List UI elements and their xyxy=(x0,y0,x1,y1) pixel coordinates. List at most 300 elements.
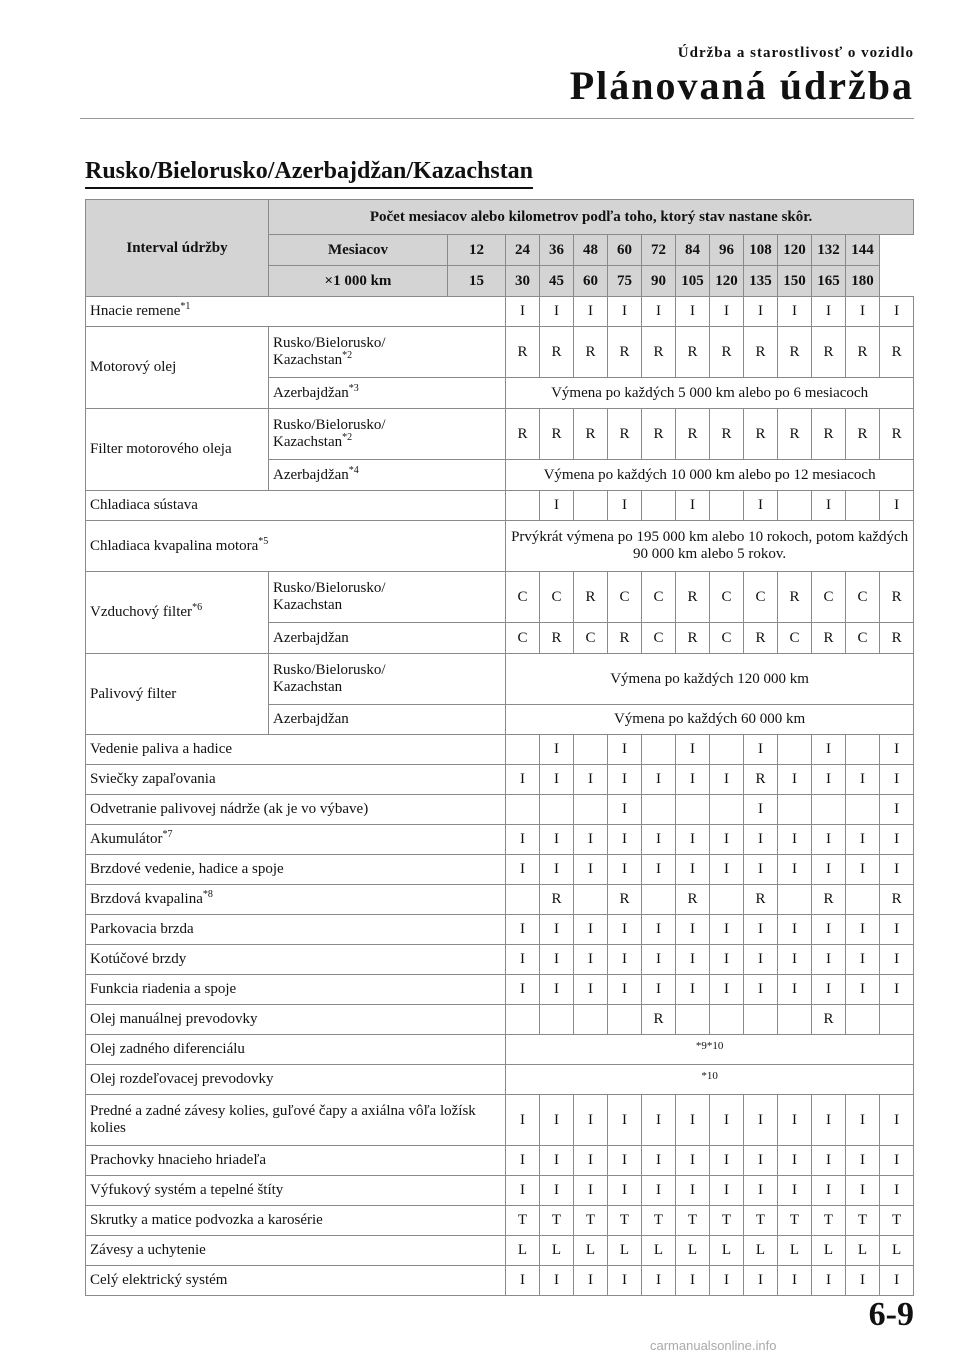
schedule-value-cell: I xyxy=(676,1176,710,1206)
schedule-value-cell: I xyxy=(608,795,642,825)
schedule-value-cell: I xyxy=(574,945,608,975)
schedule-value-cell: I xyxy=(540,915,574,945)
footnote-marker: *2 xyxy=(342,350,353,361)
schedule-value-cell: I xyxy=(540,1146,574,1176)
schedule-value-cell: C xyxy=(710,623,744,654)
schedule-value-cell: L xyxy=(846,1236,880,1266)
footnote-cell xyxy=(506,1065,914,1095)
schedule-value-cell: R xyxy=(540,409,574,460)
schedule-value-cell: I xyxy=(574,1095,608,1146)
schedule-value-cell xyxy=(846,491,880,521)
schedule-value-cell: L xyxy=(676,1236,710,1266)
schedule-value-cell xyxy=(506,491,540,521)
schedule-value-cell: T xyxy=(506,1206,540,1236)
item-label: Motorový olej xyxy=(86,327,269,409)
schedule-value-cell: I xyxy=(744,825,778,855)
schedule-value-cell: I xyxy=(506,975,540,1005)
schedule-value-cell: I xyxy=(812,825,846,855)
schedule-value-cell: I xyxy=(744,1266,778,1296)
schedule-value-cell: I xyxy=(676,855,710,885)
table-row-parking_brake xyxy=(86,915,914,945)
schedule-value-cell xyxy=(676,1005,710,1035)
schedule-value-cell: L xyxy=(812,1236,846,1266)
schedule-value-cell: I xyxy=(880,297,914,327)
interval-text: Výmena po každých 5 000 km alebo po 6 mesiacoch xyxy=(506,378,914,409)
schedule-value-cell: I xyxy=(846,825,880,855)
item-label: Chladiaca sústava xyxy=(86,491,506,521)
table-row-drive_belt xyxy=(86,297,914,327)
schedule-value-cell xyxy=(574,885,608,915)
schedule-value-cell: R xyxy=(608,885,642,915)
schedule-value-cell: R xyxy=(676,409,710,460)
schedule-value-cell: I xyxy=(880,735,914,765)
schedule-value-cell: R xyxy=(642,409,676,460)
months-value: 84 xyxy=(676,235,710,266)
months-value: 132 xyxy=(812,235,846,266)
schedule-value-cell xyxy=(710,885,744,915)
region-label: Azerbajdžan xyxy=(269,705,506,735)
table-row-brake_lines xyxy=(86,855,914,885)
schedule-value-cell xyxy=(574,735,608,765)
schedule-value-cell: I xyxy=(812,855,846,885)
schedule-value-cell: C xyxy=(710,572,744,623)
schedule-value-cell xyxy=(846,795,880,825)
schedule-value-cell: I xyxy=(778,297,812,327)
schedule-value-cell: I xyxy=(880,975,914,1005)
table-row-brake_fluid xyxy=(86,885,914,915)
table-row-coolant xyxy=(86,521,914,572)
schedule-value-cell: I xyxy=(506,1146,540,1176)
schedule-value-cell: I xyxy=(880,1146,914,1176)
schedule-value-cell xyxy=(506,795,540,825)
schedule-value-cell: I xyxy=(812,915,846,945)
schedule-value-cell: R xyxy=(676,327,710,378)
footnote-marker: *10 xyxy=(701,1069,718,1082)
schedule-value-cell: I xyxy=(710,1146,744,1176)
schedule-value-cell: I xyxy=(778,825,812,855)
schedule-value-cell: I xyxy=(778,915,812,945)
months-value: 24 xyxy=(506,235,540,266)
schedule-value-cell: I xyxy=(744,915,778,945)
item-label: Celý elektrický systém xyxy=(86,1266,506,1296)
item-label: Predné a zadné závesy kolies, guľové čapy a axiálna vôľa ložísk kolies xyxy=(86,1095,506,1146)
schedule-value-cell: I xyxy=(710,825,744,855)
schedule-value-cell: I xyxy=(608,1095,642,1146)
schedule-value-cell: I xyxy=(880,795,914,825)
schedule-value-cell: L xyxy=(880,1236,914,1266)
schedule-value-cell: I xyxy=(880,915,914,945)
table-row-boots xyxy=(86,1146,914,1176)
footnote-marker: *7 xyxy=(162,829,173,840)
schedule-value-cell: I xyxy=(540,735,574,765)
months-value: 48 xyxy=(574,235,608,266)
schedule-value-cell: I xyxy=(540,975,574,1005)
schedule-value-cell: C xyxy=(744,572,778,623)
schedule-value-cell: L xyxy=(608,1236,642,1266)
schedule-value-cell: R xyxy=(676,885,710,915)
km-value: 30 xyxy=(506,266,540,297)
schedule-value-cell: I xyxy=(642,945,676,975)
item-label: Olej zadného diferenciálu xyxy=(86,1035,506,1065)
schedule-value-cell: R xyxy=(608,327,642,378)
footnote-cell xyxy=(506,1035,914,1065)
schedule-value-cell: I xyxy=(608,765,642,795)
item-label: Palivový filter xyxy=(86,654,269,735)
schedule-value-cell: I xyxy=(778,855,812,885)
schedule-value-cell: R xyxy=(812,885,846,915)
schedule-value-cell: R xyxy=(540,623,574,654)
schedule-value-cell: I xyxy=(608,1176,642,1206)
region-label: Rusko/Bielorusko/ Kazachstan$^{*2}$ xyxy=(269,409,506,460)
schedule-value-cell: R xyxy=(846,327,880,378)
page-title: Plánovaná údržba xyxy=(569,63,914,108)
schedule-value-cell: I xyxy=(880,491,914,521)
footnote-marker: *4 xyxy=(348,464,359,476)
table-row-battery xyxy=(86,825,914,855)
schedule-value-cell xyxy=(744,1005,778,1035)
schedule-value-cell xyxy=(506,1005,540,1035)
schedule-value-cell: I xyxy=(710,1266,744,1296)
footnote-marker: *2 xyxy=(342,432,353,443)
schedule-value-cell: I xyxy=(846,1095,880,1146)
schedule-value-cell xyxy=(846,735,880,765)
table-row-suspension xyxy=(86,1095,914,1146)
schedule-value-cell: I xyxy=(846,1176,880,1206)
schedule-value-cell: I xyxy=(642,825,676,855)
schedule-value-cell xyxy=(812,795,846,825)
schedule-value-cell: I xyxy=(574,855,608,885)
footnote-marker: *8 xyxy=(202,889,213,900)
table-row-transfer xyxy=(86,1065,914,1095)
schedule-value-cell: I xyxy=(778,975,812,1005)
schedule-value-cell: I xyxy=(676,1266,710,1296)
schedule-value-cell: I xyxy=(676,825,710,855)
km-value: 90 xyxy=(642,266,676,297)
interval-text: Výmena po každých 120 000 km xyxy=(506,654,914,705)
schedule-value-cell xyxy=(710,491,744,521)
km-label: ×1 000 km xyxy=(269,266,448,297)
schedule-value-cell: C xyxy=(846,572,880,623)
schedule-value-cell: I xyxy=(506,825,540,855)
schedule-value-cell: I xyxy=(540,765,574,795)
header-row xyxy=(86,200,914,235)
schedule-value-cell: I xyxy=(676,975,710,1005)
schedule-value-cell: I xyxy=(710,297,744,327)
header-divider xyxy=(80,118,914,119)
schedule-value-cell: I xyxy=(608,491,642,521)
table-row-exhaust xyxy=(86,1176,914,1206)
schedule-value-cell: R xyxy=(744,623,778,654)
schedule-value-cell: R xyxy=(744,765,778,795)
schedule-value-cell xyxy=(846,1005,880,1035)
schedule-value-cell: I xyxy=(506,915,540,945)
schedule-value-cell: R xyxy=(540,327,574,378)
schedule-value-cell xyxy=(710,1005,744,1035)
interval-header: Interval údržby xyxy=(86,200,269,297)
schedule-value-cell: I xyxy=(506,855,540,885)
km-value: 165 xyxy=(812,266,846,297)
schedule-value-cell: T xyxy=(812,1206,846,1236)
schedule-value-cell xyxy=(642,735,676,765)
schedule-value-cell: I xyxy=(880,1266,914,1296)
schedule-value-cell: I xyxy=(608,1146,642,1176)
schedule-value-cell: L xyxy=(744,1236,778,1266)
schedule-value-cell: R xyxy=(778,572,812,623)
schedule-value-cell: I xyxy=(744,491,778,521)
item-label: Akumulátor$^{*7}$ xyxy=(86,825,506,855)
schedule-value-cell: T xyxy=(778,1206,812,1236)
region-label: Rusko/Bielorusko/ Kazachstan$^{*2}$ xyxy=(269,327,506,378)
schedule-value-cell: I xyxy=(812,1266,846,1296)
schedule-value-cell: R xyxy=(642,1005,676,1035)
schedule-value-cell: R xyxy=(812,623,846,654)
schedule-value-cell: R xyxy=(608,409,642,460)
schedule-value-cell xyxy=(574,795,608,825)
schedule-value-cell: I xyxy=(642,1266,676,1296)
schedule-value-cell: I xyxy=(574,1146,608,1176)
schedule-value-cell: I xyxy=(574,1176,608,1206)
schedule-value-cell: R xyxy=(812,327,846,378)
schedule-value-cell: I xyxy=(744,795,778,825)
schedule-value-cell: I xyxy=(710,1176,744,1206)
schedule-value-cell: R xyxy=(744,327,778,378)
schedule-value-cell: T xyxy=(710,1206,744,1236)
interval-description-header: Počet mesiacov alebo kilometrov podľa toho, ktorý stav nastane skôr. xyxy=(269,200,914,235)
item-label: Brzdové vedenie, hadice a spoje xyxy=(86,855,506,885)
schedule-value-cell: L xyxy=(540,1236,574,1266)
km-value: 75 xyxy=(608,266,642,297)
schedule-value-cell: C xyxy=(540,572,574,623)
table-row-hinges xyxy=(86,1236,914,1266)
months-value: 120 xyxy=(778,235,812,266)
item-label: Vzduchový filter$^{*6}$ xyxy=(86,572,269,654)
schedule-value-cell xyxy=(778,1005,812,1035)
schedule-value-cell: R xyxy=(540,885,574,915)
schedule-value-cell: I xyxy=(846,1146,880,1176)
schedule-value-cell: R xyxy=(744,885,778,915)
table-row-rear_diff xyxy=(86,1035,914,1065)
schedule-value-cell xyxy=(710,795,744,825)
schedule-value-cell: I xyxy=(744,1176,778,1206)
schedule-value-cell: C xyxy=(506,623,540,654)
page-number: 6-9 xyxy=(868,1296,914,1333)
schedule-value-cell: I xyxy=(676,1095,710,1146)
schedule-value-cell: R xyxy=(744,409,778,460)
schedule-value-cell: I xyxy=(812,975,846,1005)
schedule-value-cell: I xyxy=(778,1176,812,1206)
months-value: 144 xyxy=(846,235,880,266)
schedule-value-cell: T xyxy=(574,1206,608,1236)
schedule-value-cell: I xyxy=(676,915,710,945)
schedule-value-cell xyxy=(778,735,812,765)
schedule-value-cell: T xyxy=(744,1206,778,1236)
schedule-value-cell xyxy=(642,885,676,915)
schedule-value-cell xyxy=(778,795,812,825)
schedule-value-cell: I xyxy=(506,1176,540,1206)
schedule-value-cell: I xyxy=(676,765,710,795)
schedule-value-cell: I xyxy=(744,1095,778,1146)
table-row-engine_oil xyxy=(86,327,914,378)
schedule-value-cell: I xyxy=(778,1146,812,1176)
item-label: Parkovacia brzda xyxy=(86,915,506,945)
schedule-value-cell: I xyxy=(778,765,812,795)
schedule-value-cell: I xyxy=(880,855,914,885)
schedule-value-cell: C xyxy=(812,572,846,623)
schedule-value-cell: I xyxy=(812,945,846,975)
schedule-value-cell xyxy=(710,735,744,765)
schedule-value-cell: L xyxy=(506,1236,540,1266)
footnote-marker: *6 xyxy=(192,602,203,613)
km-value: 45 xyxy=(540,266,574,297)
schedule-value-cell xyxy=(608,1005,642,1035)
schedule-value-cell xyxy=(642,795,676,825)
schedule-value-cell: I xyxy=(642,1146,676,1176)
schedule-value-cell xyxy=(540,795,574,825)
table-row-oil_filter xyxy=(86,409,914,460)
interval-text: Výmena po každých 60 000 km xyxy=(506,705,914,735)
schedule-value-cell: I xyxy=(812,1176,846,1206)
table-row-manual_oil xyxy=(86,1005,914,1035)
schedule-value-cell: R xyxy=(710,409,744,460)
schedule-value-cell: C xyxy=(642,572,676,623)
schedule-value-cell: I xyxy=(710,855,744,885)
schedule-value-cell: R xyxy=(778,327,812,378)
item-label: Brzdová kvapalina$^{*8}$ xyxy=(86,885,506,915)
item-label: Odvetranie palivovej nádrže (ak je vo výbave) xyxy=(86,795,506,825)
schedule-value-cell: I xyxy=(846,915,880,945)
schedule-value-cell: I xyxy=(880,1176,914,1206)
schedule-value-cell: I xyxy=(744,975,778,1005)
schedule-value-cell: R xyxy=(880,623,914,654)
schedule-value-cell: I xyxy=(506,765,540,795)
schedule-value-cell: T xyxy=(846,1206,880,1236)
schedule-value-cell: R xyxy=(676,623,710,654)
schedule-value-cell: R xyxy=(676,572,710,623)
footnote-marker: *9*10 xyxy=(695,1039,724,1052)
km-value: 135 xyxy=(744,266,778,297)
months-value: 96 xyxy=(710,235,744,266)
schedule-value-cell: I xyxy=(812,1146,846,1176)
schedule-value-cell: T xyxy=(880,1206,914,1236)
schedule-value-cell xyxy=(574,1005,608,1035)
schedule-value-cell: I xyxy=(880,945,914,975)
schedule-value-cell: L xyxy=(642,1236,676,1266)
schedule-value-cell: I xyxy=(846,975,880,1005)
schedule-value-cell: I xyxy=(540,855,574,885)
footnote-marker: *5 xyxy=(258,535,269,547)
item-label: Kotúčové brzdy xyxy=(86,945,506,975)
schedule-value-cell: I xyxy=(812,735,846,765)
schedule-value-cell: C xyxy=(778,623,812,654)
schedule-value-cell: T xyxy=(540,1206,574,1236)
schedule-value-cell: R xyxy=(574,327,608,378)
schedule-value-cell: R xyxy=(608,623,642,654)
schedule-value-cell: R xyxy=(812,1005,846,1035)
months-value: 72 xyxy=(642,235,676,266)
table-row-cooling xyxy=(86,491,914,521)
schedule-value-cell: I xyxy=(880,1095,914,1146)
schedule-value-cell: L xyxy=(710,1236,744,1266)
schedule-value-cell: T xyxy=(676,1206,710,1236)
item-label: Olej manuálnej prevodovky xyxy=(86,1005,506,1035)
table-row-disc_brakes xyxy=(86,945,914,975)
schedule-value-cell xyxy=(574,491,608,521)
schedule-value-cell: I xyxy=(608,915,642,945)
schedule-value-cell: R xyxy=(846,409,880,460)
schedule-value-cell xyxy=(846,885,880,915)
schedule-value-cell: R xyxy=(506,327,540,378)
schedule-value-cell: I xyxy=(676,297,710,327)
schedule-value-cell: R xyxy=(880,572,914,623)
item-label: Olej rozdeľovacej prevodovky xyxy=(86,1065,506,1095)
region-label: Rusko/Bielorusko/ Kazachstan xyxy=(269,654,506,705)
schedule-value-cell xyxy=(778,491,812,521)
maintenance-schedule-table xyxy=(85,199,914,1296)
item-label: Skrutky a matice podvozka a karosérie xyxy=(86,1206,506,1236)
schedule-value-cell xyxy=(778,885,812,915)
months-value: 108 xyxy=(744,235,778,266)
schedule-value-cell: I xyxy=(574,915,608,945)
schedule-value-cell: I xyxy=(540,491,574,521)
schedule-value-cell: I xyxy=(778,1095,812,1146)
schedule-value-cell: I xyxy=(608,1266,642,1296)
km-value: 180 xyxy=(846,266,880,297)
km-value: 15 xyxy=(448,266,506,297)
table-row-evap xyxy=(86,795,914,825)
schedule-value-cell: R xyxy=(642,327,676,378)
km-value: 105 xyxy=(676,266,710,297)
schedule-value-cell: I xyxy=(710,1095,744,1146)
watermark: carmanualsonline.info xyxy=(650,1338,777,1353)
schedule-value-cell: R xyxy=(812,409,846,460)
schedule-value-cell: I xyxy=(880,825,914,855)
footnote-marker: *3 xyxy=(348,382,359,394)
interval-text: Výmena po každých 10 000 km alebo po 12 mesiacoch xyxy=(506,460,914,491)
schedule-value-cell xyxy=(506,885,540,915)
schedule-value-cell: R xyxy=(880,327,914,378)
schedule-value-cell: I xyxy=(642,915,676,945)
km-value: 120 xyxy=(710,266,744,297)
schedule-value-cell: R xyxy=(574,409,608,460)
schedule-value-cell: I xyxy=(778,945,812,975)
schedule-value-cell: R xyxy=(710,327,744,378)
schedule-value-cell xyxy=(506,735,540,765)
schedule-value-cell: I xyxy=(540,1266,574,1296)
schedule-value-cell: I xyxy=(744,945,778,975)
schedule-value-cell: I xyxy=(744,735,778,765)
item-label: Sviečky zapaľovania xyxy=(86,765,506,795)
months-value: 36 xyxy=(540,235,574,266)
schedule-value-cell: I xyxy=(846,1266,880,1296)
months-value: 60 xyxy=(608,235,642,266)
schedule-value-cell: I xyxy=(506,1095,540,1146)
schedule-value-cell: I xyxy=(574,825,608,855)
schedule-value-cell: I xyxy=(574,765,608,795)
schedule-value-cell: I xyxy=(608,945,642,975)
km-value: 150 xyxy=(778,266,812,297)
schedule-value-cell: R xyxy=(880,885,914,915)
item-label: Chladiaca kvapalina motora$^{*5}$ xyxy=(86,521,506,572)
schedule-value-cell: L xyxy=(574,1236,608,1266)
item-label: Hnacie remene$^{*1}$ xyxy=(86,297,506,327)
item-label: Filter motorového oleja xyxy=(86,409,269,491)
schedule-value-cell xyxy=(676,795,710,825)
schedule-value-cell: R xyxy=(880,409,914,460)
interval-text: Prvýkrát výmena po 195 000 km alebo 10 rokoch, potom každých 90 000 km alebo 5 rokov. xyxy=(506,521,914,572)
schedule-value-cell: I xyxy=(540,825,574,855)
schedule-value-cell: I xyxy=(812,1095,846,1146)
schedule-value-cell: I xyxy=(846,945,880,975)
